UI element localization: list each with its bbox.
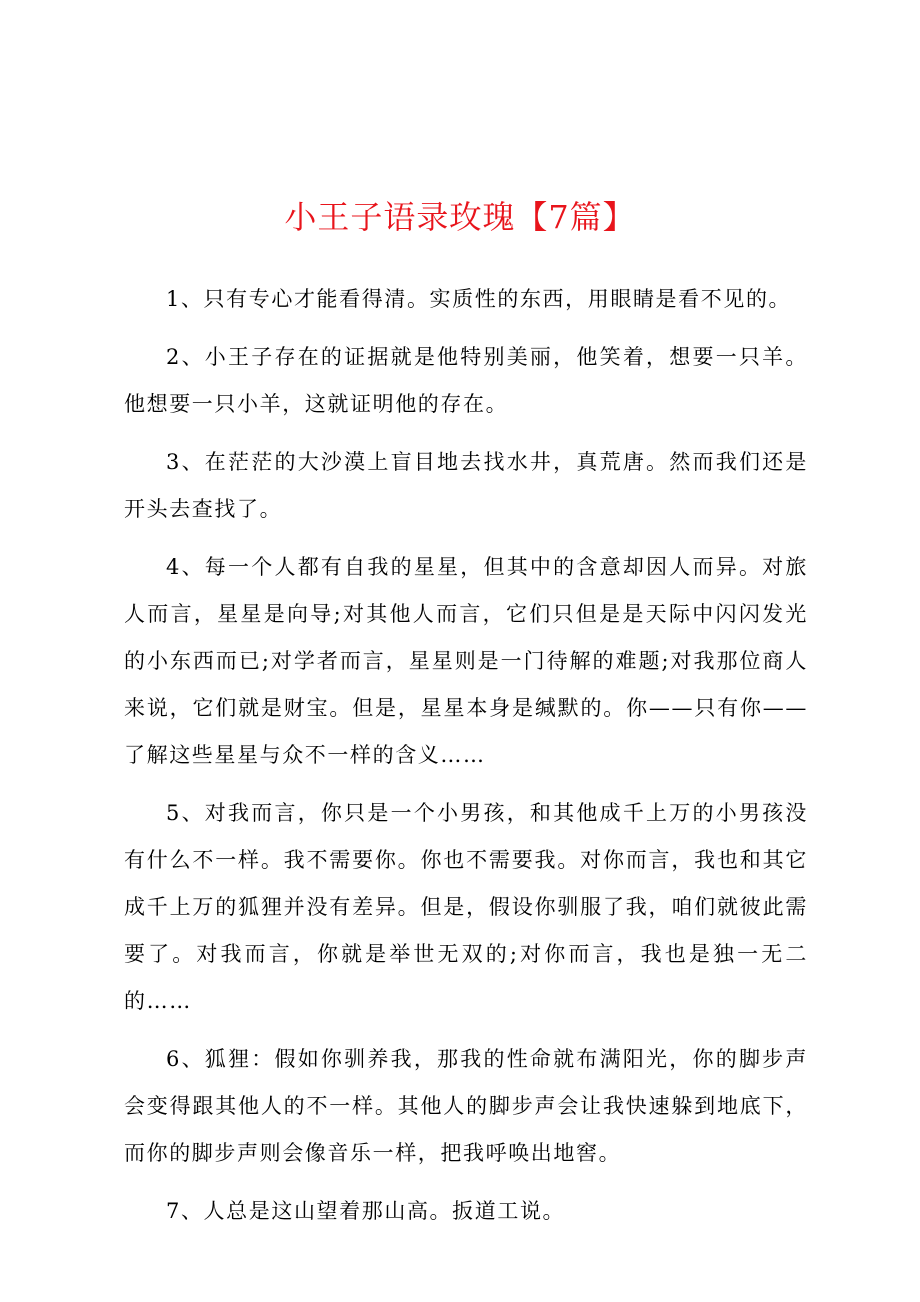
paragraph-6: 6、狐狸：假如你驯养我，那我的性命就布满阳光，你的脚步声会变得跟其他人的不一样。其他人的脚步声会让我快速躲到地底下，而你的脚步声则会像音乐一样，把我呼唤出地窖。: [124, 1047, 808, 1165]
paragraph-1: 1、只有专心才能看得清。实质性的东西，用眼睛是看不见的。: [166, 287, 792, 311]
document-body: [124, 276, 808, 1246]
document-title: 小王子语录玫瑰【7篇】: [284, 198, 636, 236]
paragraph-3: 3、在茫茫的大沙漠上盲目地去找水井，真荒唐。然而我们还是开头去查找了。: [124, 450, 808, 521]
paragraph-2: 2、小王子存在的证据就是他特别美丽，他笑着，想要一只羊。他想要一只小羊，这就证明他的存在。: [124, 345, 808, 416]
paragraph-4: 4、每一个人都有自我的星星，但其中的含意却因人而异。对旅人而言，星星是向导;对其他人而言，它们只但是是天际中闪闪发光的小东西而已;对学者而言，星星则是一门待解的难题;对我那位商人来说，它们就是财宝。但是，星星本身是缄默的。你——只有你——了解这些星星与众不一样的含义……: [124, 555, 808, 767]
paragraph-5: 5、对我而言，你只是一个小男孩，和其他成千上万的小男孩没有什么不一样。我不需要你。你也不需要我。对你而言，我也和其它成千上万的狐狸并没有差异。但是，假设你驯服了我，咱们就彼此需要了。对我而言，你就是举世无双的;对你而言，我也是独一无二的……: [124, 801, 808, 1013]
paragraph-7: 7、人总是这山望着那山高。扳道工说。: [166, 1199, 566, 1223]
